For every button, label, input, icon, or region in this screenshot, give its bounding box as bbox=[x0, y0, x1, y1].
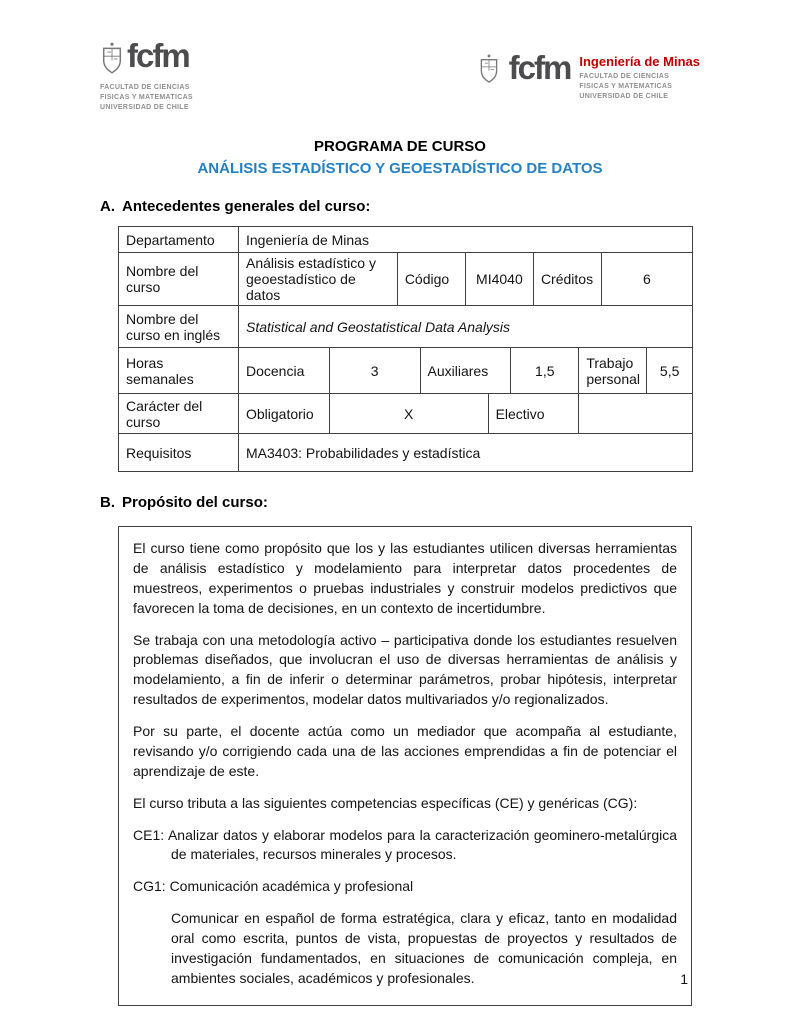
section-b-heading bbox=[100, 494, 700, 511]
obligatorio-label: Obligatorio bbox=[239, 394, 330, 434]
purpose-paragraph: Se trabaja con una metodología activo – participativa donde los estudiantes resuelven problemas diseñados, que involucran el uso de diversas herramientas de análisis y modelamiento, a fin de inferir o determinar parámetros, probar hipótesis, interpretar resultados de experimentos, modelar datos multivariados y/o regionalizados. bbox=[133, 631, 677, 708]
table-row bbox=[119, 227, 693, 253]
document-body bbox=[100, 198, 700, 1006]
faculty-name-lines: FACULTAD DE CIENCIAS FISICAS Y MATEMATICAS UNIVERSIDAD DE CHILE bbox=[579, 73, 673, 100]
codigo-value: MI4040 bbox=[465, 253, 533, 306]
table-row bbox=[119, 306, 693, 348]
section-a-letter: A. bbox=[100, 198, 115, 215]
purpose-box bbox=[118, 526, 692, 1006]
requisitos-value: MA3403: Probabilidades y estadística bbox=[239, 434, 693, 472]
docencia-label: Docencia bbox=[239, 348, 330, 394]
codigo-label: Código bbox=[397, 253, 465, 306]
nombre-ingles-value: Statistical and Geostatistical Data Analysis bbox=[239, 306, 693, 348]
section-a-heading bbox=[100, 198, 700, 215]
section-b-title: Propósito del curso: bbox=[122, 494, 268, 511]
nombre-curso-label: Nombre del curso bbox=[119, 253, 239, 306]
table-row bbox=[119, 434, 693, 472]
header-logos bbox=[100, 37, 700, 112]
purpose-paragraph: El curso tiene como propósito que los y las estudiantes utilicen diversas herramientas de análisis estadístico y modelamiento para interpretar datos procedentes de muestreos, experimentos o pruebas industriales y construir modelos predictivos que favorecen la toma de decisiones, en un contexto de incertidumbre. bbox=[133, 540, 677, 616]
fcfm-logo-left bbox=[100, 37, 193, 112]
horas-semanales-label: Horas semanales bbox=[119, 348, 239, 394]
nombre-curso-value: Análisis estadístico y geoestadístico de datos bbox=[239, 253, 398, 306]
creditos-value: 6 bbox=[602, 253, 693, 306]
fcfm-wordmark: fcfm bbox=[127, 37, 189, 74]
table-row bbox=[119, 394, 693, 434]
course-info-table bbox=[118, 226, 693, 472]
requisitos-label: Requisitos bbox=[119, 434, 239, 472]
table-row bbox=[119, 253, 693, 306]
university-shield-icon bbox=[478, 52, 500, 86]
purpose-paragraph-cg1-detail: Comunicar en español de forma estratégica, clara y eficaz, tanto en modalidad oral como escrita, puntos de vista, propuestas de proyectos y resultados de investigación fundamentados, en situaciones de comunicación compleja, en ambientes sociales, académicos y profesionales. bbox=[171, 910, 677, 986]
departamento-label: Departamento bbox=[119, 227, 239, 253]
creditos-label: Créditos bbox=[533, 253, 601, 306]
page-subtitle: ANÁLISIS ESTADÍSTICO Y GEOESTADÍSTICO DE DATOS bbox=[197, 160, 603, 177]
trabajo-personal-label: Trabajo personal bbox=[579, 348, 647, 394]
fcfm-logo-right bbox=[478, 49, 700, 101]
trabajo-personal-value: 5,5 bbox=[647, 348, 693, 394]
faculty-name-lines: FACULTAD DE CIENCIAS FISICAS Y MATEMATICAS UNIVERSIDAD DE CHILE bbox=[100, 84, 193, 111]
auxiliares-value: 1,5 bbox=[511, 348, 579, 394]
page-number: 1 bbox=[680, 971, 688, 987]
purpose-paragraph: El curso tributa a las siguientes competencias específicas (CE) y genéricas (CG): bbox=[133, 794, 638, 811]
purpose-paragraph-cg1: CG1: Comunicación académica y profesional bbox=[133, 878, 414, 895]
purpose-paragraph-ce1: CE1: Analizar datos y elaborar modelos para la caracterización geominero-metalúrgica de materiales, recursos minerales y procesos. bbox=[133, 826, 677, 863]
nombre-ingles-label: Nombre del curso en inglés bbox=[119, 306, 239, 348]
purpose-paragraph: Por su parte, el docente actúa como un mediador que acompaña al estudiante, revisando y/o corrigiendo cada una de las acciones emprendidas a fin de potenciar el aprendizaje de este. bbox=[133, 723, 677, 779]
university-shield-icon bbox=[100, 40, 124, 77]
electivo-value bbox=[579, 394, 693, 434]
docencia-value: 3 bbox=[329, 348, 420, 394]
section-a-title: Antecedentes generales del curso: bbox=[122, 198, 371, 215]
page-title: PROGRAMA DE CURSO bbox=[314, 138, 486, 155]
obligatorio-value: X bbox=[329, 394, 488, 434]
caracter-curso-label: Carácter del curso bbox=[119, 394, 239, 434]
electivo-label: Electivo bbox=[488, 394, 579, 434]
table-row bbox=[119, 348, 693, 394]
section-b-letter: B. bbox=[100, 494, 115, 511]
departamento-value: Ingeniería de Minas bbox=[239, 227, 693, 253]
auxiliares-label: Auxiliares bbox=[420, 348, 511, 394]
department-name: Ingeniería de Minas bbox=[579, 54, 700, 69]
fcfm-wordmark: fcfm bbox=[508, 49, 571, 86]
